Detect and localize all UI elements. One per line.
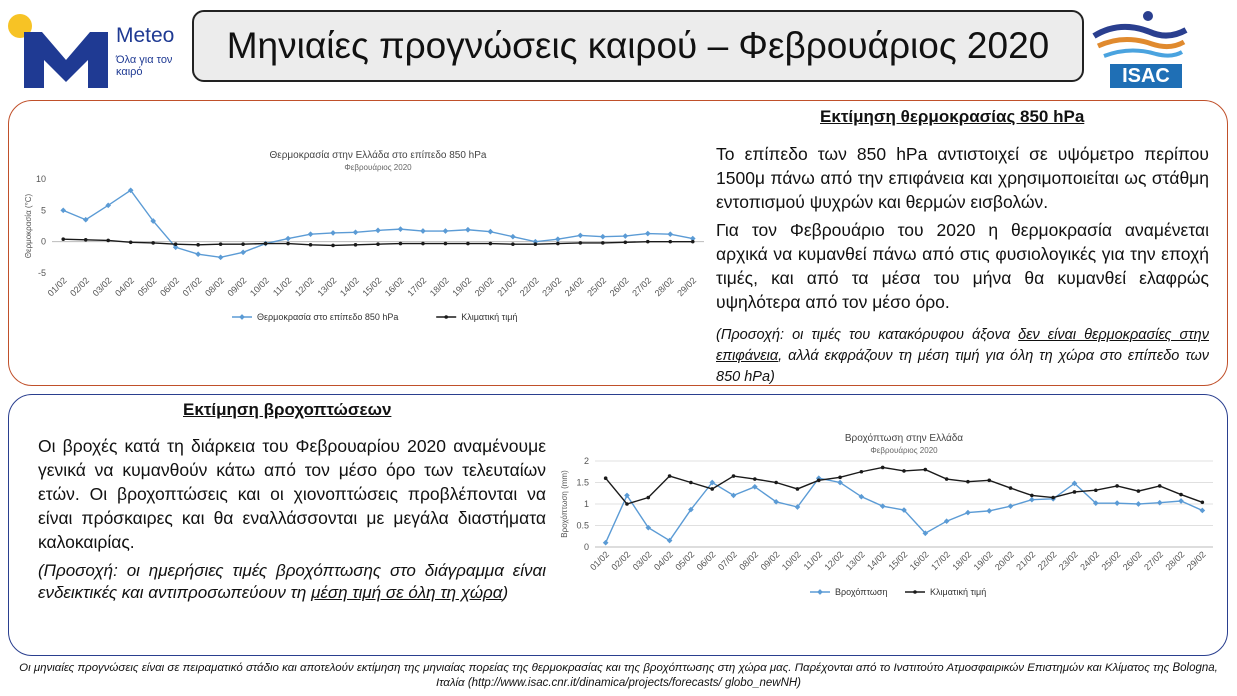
climate-point [1137, 489, 1141, 493]
climate-point [668, 474, 672, 478]
x-tick-label: 03/02 [90, 275, 114, 299]
climate-point [421, 242, 425, 246]
climate-point [511, 242, 515, 246]
forecast-point [1114, 500, 1120, 506]
x-tick-label: 16/02 [907, 549, 931, 573]
forecast-point [645, 231, 651, 237]
climate-point [732, 474, 736, 478]
forecast-point [578, 233, 584, 239]
x-tick-label: 05/02 [135, 275, 159, 299]
legend-marker [817, 589, 823, 595]
temperature-note [716, 325, 1209, 388]
climate-point [945, 477, 949, 481]
x-tick-label: 18/02 [427, 275, 451, 299]
climate-point [774, 481, 778, 485]
climate-point [331, 244, 335, 248]
x-tick-label: 17/02 [405, 275, 429, 299]
forecast-point [443, 228, 449, 234]
forecast-point [603, 540, 609, 546]
forecast-point [667, 231, 673, 237]
x-tick-label: 09/02 [225, 275, 249, 299]
forecast-point [986, 508, 992, 514]
x-tick-label: 20/02 [472, 275, 496, 299]
x-tick-label: 09/02 [758, 549, 782, 573]
x-tick-label: 08/02 [203, 275, 227, 299]
x-tick-label: 23/02 [540, 275, 564, 299]
x-tick-label: 29/02 [1184, 549, 1208, 573]
y-tick-label: 0 [40, 236, 46, 247]
climate-point [646, 240, 650, 244]
temperature-note-post: , αλλά εκφράζουν τη μέση τιμή για όλη τη χώρα στο επίπεδο των 850 hPa) [716, 348, 1209, 385]
climate-point [556, 242, 560, 246]
forecast-point [488, 229, 494, 235]
climate-point [286, 242, 290, 246]
climate-series-line [606, 467, 1203, 504]
climate-point [399, 242, 403, 246]
forecast-point [944, 518, 950, 524]
x-tick-label: 20/02 [992, 549, 1016, 573]
x-tick-label: 16/02 [382, 275, 406, 299]
x-tick-label: 28/02 [1163, 549, 1187, 573]
climate-point [1094, 488, 1098, 492]
climate-point [1009, 486, 1013, 490]
x-tick-label: 25/02 [1099, 549, 1123, 573]
climate-point [625, 502, 629, 506]
climate-point [534, 242, 538, 246]
y-tick-label: 5 [40, 205, 46, 216]
climate-point [668, 240, 672, 244]
x-tick-label: 21/02 [495, 275, 519, 299]
x-tick-label: 02/02 [68, 275, 92, 299]
forecast-point [1200, 508, 1206, 514]
climate-point [444, 242, 448, 246]
y-tick-label: -5 [37, 268, 46, 278]
climate-point [1051, 496, 1055, 500]
x-tick-label: 08/02 [737, 549, 761, 573]
x-tick-label: 04/02 [651, 549, 676, 573]
forecast-point [420, 228, 426, 234]
legend-marker [239, 314, 245, 320]
x-tick-label: 06/02 [158, 275, 182, 299]
x-tick-label: 02/02 [609, 549, 633, 573]
climate-point [376, 242, 380, 246]
forecast-point [1157, 500, 1163, 506]
climate-point [817, 479, 821, 483]
temperature-chart [22, 140, 712, 340]
y-tick-label: 10 [35, 174, 46, 184]
footer-disclaimer: Οι μηνιαίες προγνώσεις είναι σε πειραματικό στάδιο και αποτελούν εκτίμηση της μηνιαίας πορείας της θερμοκρασίας και της βροχόπτωσης στη χώρα μας. Παρέχονται από το Ινστιτούτο Ατμοσφαιρικών Επιστημών και Κλίματος της Bologna, Ιταλία (http://www.isac.cnr.it/dinamica/projects/forecasts/ globo_newNH) [19, 662, 1218, 689]
legend-marker [444, 315, 448, 319]
climate-point [710, 487, 714, 491]
x-tick-label: 26/02 [1120, 549, 1144, 573]
climate-point [196, 243, 200, 247]
y-axis-label: Βροχόπτωση (mm) [560, 470, 569, 538]
chart-title: Θερμοκρασία στην Ελλάδα στο επίπεδο 850 hPa [269, 150, 487, 161]
climate-point [860, 470, 864, 474]
x-tick-label: 06/02 [694, 549, 718, 573]
y-tick-label: 0.5 [576, 520, 589, 531]
climate-point [902, 469, 906, 473]
temperature-paragraph-2: Για τον Φεβρουάριο του 2020 η θερμοκρασία αναμένεται αρχικά να κυμανθεί πάνω από στις φυσιολογικές για την εποχή τιμές, και από τα μέσα του μήνα θα κυμανθεί ελαφρώς υψηλότερα από τον μέσο όρο. [716, 220, 1209, 312]
forecast-point [1029, 497, 1035, 503]
x-tick-label: 23/02 [1056, 549, 1080, 573]
climate-point [354, 243, 358, 247]
climate-point [1179, 493, 1183, 497]
climate-point [1073, 490, 1077, 494]
forecast-series-line [63, 190, 693, 257]
x-tick-label: 15/02 [360, 275, 384, 299]
y-axis-label: Θερμοκρασία (°C) [24, 193, 33, 259]
legend-entry: Βροχόπτωση [835, 587, 888, 597]
climate-point [1115, 484, 1119, 488]
rainfall-note-underlined: μέση τιμή σε όλη τη χώρα [311, 583, 503, 602]
x-tick-label: 01/02 [45, 275, 69, 299]
forecast-point [398, 226, 404, 232]
forecast-point [965, 510, 971, 516]
x-tick-label: 21/02 [1014, 549, 1038, 573]
climate-point [601, 241, 605, 245]
meteo-logo [8, 14, 178, 80]
forecast-point [353, 229, 359, 235]
x-tick-label: 01/02 [588, 549, 612, 573]
rainfall-heading: Εκτίμηση βροχοπτώσεων [183, 400, 392, 419]
x-tick-label: 22/02 [517, 275, 541, 299]
x-tick-label: 13/02 [843, 549, 867, 573]
legend-marker [913, 590, 917, 594]
forecast-point [465, 227, 471, 233]
forecast-point [60, 208, 66, 214]
forecast-point [375, 228, 381, 234]
climate-point [1030, 494, 1034, 498]
rainfall-chart [555, 425, 1220, 605]
isac-logo [1090, 6, 1188, 90]
x-tick-label: 27/02 [630, 275, 654, 299]
meteo-brand: Meteo [116, 24, 175, 47]
x-tick-label: 24/02 [1078, 549, 1102, 573]
climate-point [838, 476, 842, 480]
chart-title: Βροχόπτωση στην Ελλάδα [844, 433, 964, 444]
x-tick-label: 26/02 [607, 275, 631, 299]
temperature-note-pre: (Προσοχή: οι τιμές του κατακόρυφου άξονα [716, 327, 1019, 343]
forecast-point [600, 234, 606, 240]
climate-point [129, 240, 133, 244]
climate-point [489, 242, 493, 246]
rainfall-paragraph: Οι βροχές κατά τη διάρκεια του Φεβρουαρίου 2020 αναμένουμε γενικά να κυμανθούν κάτω από τον μέσο όρο των τελευταίων ετών. Οι βροχοπτώσεις και οι χιονοπτώσεις προβλέπονται να είναι πρόσκαιρες και θα εναλλάσσονται με μεγάλα διαστήματα καλοκαιρίας. [38, 436, 546, 552]
forecast-point [240, 249, 246, 255]
x-tick-label: 18/02 [950, 549, 974, 573]
climate-point [966, 480, 970, 484]
climate-point [241, 242, 245, 246]
x-tick-label: 10/02 [779, 549, 803, 573]
x-tick-label: 12/02 [292, 275, 316, 299]
climate-point [84, 238, 88, 242]
climate-point [881, 466, 885, 470]
chart-subtitle: Φεβρουάριος 2020 [344, 163, 412, 172]
forecast-point [622, 233, 628, 239]
x-tick-label: 11/02 [801, 549, 825, 572]
climate-point [466, 242, 470, 246]
temperature-paragraph-1: Το επίπεδο των 850 hPa αντιστοιχεί σε υψόμετρο περίπου 1500μ πάνω από την επιφάνεια και χρησιμοποιείται ως στάθμη εντοπισμού ψυχρών και θερμών εισβολών. [716, 144, 1209, 212]
x-tick-label: 03/02 [630, 549, 654, 573]
climate-point [924, 468, 928, 472]
y-tick-label: 2 [583, 456, 589, 466]
climate-point [61, 237, 65, 241]
x-tick-label: 29/02 [675, 275, 699, 299]
x-tick-label: 14/02 [337, 275, 361, 299]
isac-waves-icon [1090, 6, 1188, 66]
y-tick-label: 1.5 [576, 477, 589, 488]
chart-subtitle: Φεβρουάριος 2020 [870, 446, 938, 455]
legend-entry: Κλιματική τιμή [930, 587, 987, 597]
x-tick-label: 19/02 [971, 549, 995, 573]
climate-point [1158, 484, 1162, 488]
climate-point [264, 242, 268, 246]
legend-entry: Κλιματική τιμή [461, 312, 518, 322]
climate-point [106, 239, 110, 243]
legend-entry: Θερμοκρασία στο επίπεδο 850 hPa [257, 312, 399, 322]
x-tick-label: 24/02 [562, 275, 586, 299]
meteo-m-icon [24, 26, 108, 88]
rainfall-note-post: ) [502, 583, 509, 602]
page-title: Μηνιαίες προγνώσεις καιρού – Φεβρουάριος 2020 [192, 10, 1084, 82]
x-tick-label: 25/02 [585, 275, 609, 299]
climate-point [174, 242, 178, 246]
climate-point [219, 242, 223, 246]
x-tick-label: 14/02 [865, 549, 889, 573]
x-tick-label: 04/02 [113, 275, 137, 299]
climate-point [753, 477, 757, 481]
x-tick-label: 11/02 [270, 275, 294, 298]
forecast-point [330, 230, 336, 236]
rainfall-note [38, 560, 546, 604]
climate-point [604, 476, 608, 480]
climate-point [646, 496, 650, 500]
x-tick-label: 19/02 [450, 275, 474, 299]
meteo-tagline: Όλα για τον καιρό [116, 54, 173, 78]
x-tick-label: 28/02 [652, 275, 676, 299]
x-tick-label: 05/02 [673, 549, 697, 573]
forecast-point [555, 236, 561, 242]
climate-point [796, 487, 800, 491]
forecast-point [1178, 498, 1184, 504]
rainfall-note-pre: (Προσοχή: οι ημερήσιες τιμές βροχόπτωσης στο διάγραμμα είναι ενδεικτικές και αντιπροσωπεύουν τη [38, 561, 546, 602]
x-tick-label: 10/02 [247, 275, 272, 299]
isac-label: ISAC [1110, 64, 1182, 88]
x-tick-label: 07/02 [180, 275, 204, 299]
x-tick-label: 12/02 [822, 549, 846, 573]
climate-point [309, 243, 313, 247]
forecast-point [1136, 501, 1142, 507]
y-tick-label: 0 [583, 542, 589, 552]
climate-point [579, 241, 583, 245]
forecast-point [308, 231, 314, 237]
forecast-point [510, 234, 516, 240]
temperature-note-underlined: δεν είναι θερμοκρασίες στην επιφάνεια [716, 327, 1209, 364]
climate-point [691, 240, 695, 244]
climate-point [624, 240, 628, 244]
temperature-heading: Εκτίμηση θερμοκρασίας 850 hPa [820, 107, 1085, 126]
x-tick-label: 22/02 [1035, 549, 1059, 573]
forecast-point [195, 251, 201, 257]
climate-point [987, 479, 991, 483]
forecast-point [218, 255, 224, 261]
climate-point [1201, 500, 1205, 504]
x-tick-label: 13/02 [315, 275, 339, 299]
forecast-point [285, 236, 291, 242]
x-tick-label: 15/02 [886, 549, 910, 573]
climate-point [151, 241, 155, 245]
x-tick-label: 17/02 [929, 549, 953, 573]
x-tick-label: 07/02 [715, 549, 739, 573]
x-tick-label: 27/02 [1142, 549, 1166, 573]
climate-point [689, 481, 693, 485]
y-tick-label: 1 [583, 499, 589, 509]
